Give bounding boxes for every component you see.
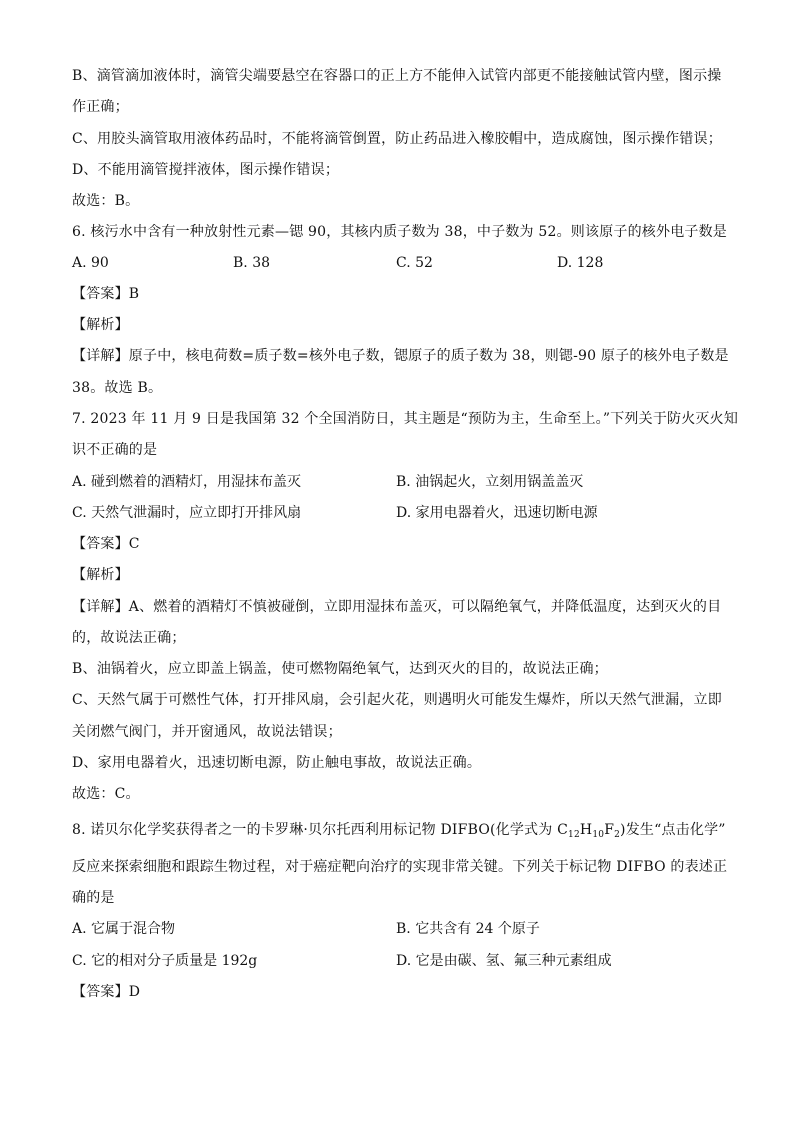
prev-option-b-line2: 作正确；	[72, 99, 129, 115]
q8-option-a: A. 它属于混合物	[72, 921, 176, 937]
q7-option-c: C. 天然气泄漏时，应立即打开排风扇	[72, 505, 302, 521]
q7-option-a: A. 碰到燃着的酒精灯，用湿抹布盖灭	[72, 474, 302, 490]
formula-h: H	[579, 822, 593, 838]
q6-option-b: B. 38	[233, 255, 271, 271]
formula-c-subscript: 12	[568, 830, 580, 840]
formula-f-subscript: 2	[614, 830, 621, 840]
q7-option-d: D. 家用电器着火，迅速切断电源	[396, 505, 598, 521]
q7-option-b: B. 油锅起火，立刻用锅盖盖灭	[396, 474, 584, 490]
q8-option-c: C. 它的相对分子质量是 192g	[72, 953, 258, 969]
prev-choose: 故选：B。	[72, 193, 140, 209]
q7-analysis: 【解析】	[72, 567, 129, 583]
q8-answer: 【答案】D	[72, 984, 141, 1000]
prev-option-d: D、不能用滴管搅拌液体，图示操作错误；	[72, 162, 340, 178]
q8-option-b: B. 它共含有 24 个原子	[396, 921, 540, 937]
q6-detail-line2: 38。故选 B。	[72, 380, 163, 396]
prev-option-c: C、用胶头滴管取用液体药品时，不能将滴管倒置，防止药品进入橡胶帽中，造成腐蚀，图示操作错误；	[72, 131, 722, 147]
q7-detail-b: B、油锅着火，应立即盖上锅盖，使可燃物隔绝氧气，达到灭火的目的，故说法正确；	[72, 661, 608, 677]
q6-option-d: D. 128	[557, 255, 604, 271]
q6-option-c: C. 52	[396, 255, 433, 271]
q7-detail-c-line1: C、天然气属于可燃性气体，打开排风扇，会引起火花，则遇明火可能发生爆炸，所以天然气泄漏，立即	[72, 692, 722, 708]
q7-detail-line2: 的，故说法正确；	[72, 630, 186, 646]
prev-option-b-line1: B、滴管滴加液体时，滴管尖端要悬空在容器口的正上方不能伸入试管内部更不能接触试管内壁，图示操	[72, 68, 722, 84]
q7-stem-line1: 7. 2023 年 11 月 9 日是我国第 32 个全国消防日，其主题是“预防为主，生命至上。”下列关于防火灭火知	[72, 411, 739, 427]
formula-c: C	[557, 822, 569, 838]
q7-detail-c-line2: 关闭燃气阀门，并开窗通风，故说法错误；	[72, 724, 342, 740]
q8-option-d: D. 它是由碳、氢、氟三种元素组成	[396, 953, 612, 969]
q6-detail-line1: 【详解】原子中，核电荷数=质子数=核外电子数，锶原子的质子数为 38，则锶-90 原子的核外电子数是	[72, 348, 729, 364]
q6-analysis: 【解析】	[72, 317, 129, 333]
q7-detail-line1: 【详解】A、燃着的酒精灯不慎被碰倒，立即用湿抹布盖灭，可以隔绝氧气，并降低温度，达到灭火的目	[72, 599, 722, 615]
q7-choose: 故选：C。	[72, 786, 140, 802]
q8-stem-line3: 确的是	[72, 890, 115, 906]
q6-answer: 【答案】B	[72, 286, 140, 302]
formula-f: F	[604, 822, 615, 838]
q8-stem-suffix: )发生“点击化学”	[620, 822, 726, 838]
formula-h-subscript: 10	[592, 830, 605, 840]
q6-option-a: A. 90	[72, 255, 109, 271]
q8-stem-prefix: 8. 诺贝尔化学奖获得者之一的卡罗琳·贝尔托西利用标记物 DIFBO(化学式为	[72, 822, 558, 838]
q7-stem-line2: 识不正确的是	[72, 442, 158, 458]
q8-stem-line2: 反应来探索细胞和跟踪生物过程，对于癌症靶向治疗的实现非常关键。下列关于标记物 DIFBO 的表述正	[72, 859, 728, 875]
q7-detail-d: D、家用电器着火，迅速切断电源，防止触电事故，故说法正确。	[72, 755, 482, 771]
q7-answer: 【答案】C	[72, 536, 140, 552]
q6-stem: 6. 核污水中含有一种放射性元素—锶 90，其核内质子数为 38，中子数为 52。则该原子的核外电子数是	[72, 224, 727, 240]
q8-stem-line1	[72, 820, 726, 840]
